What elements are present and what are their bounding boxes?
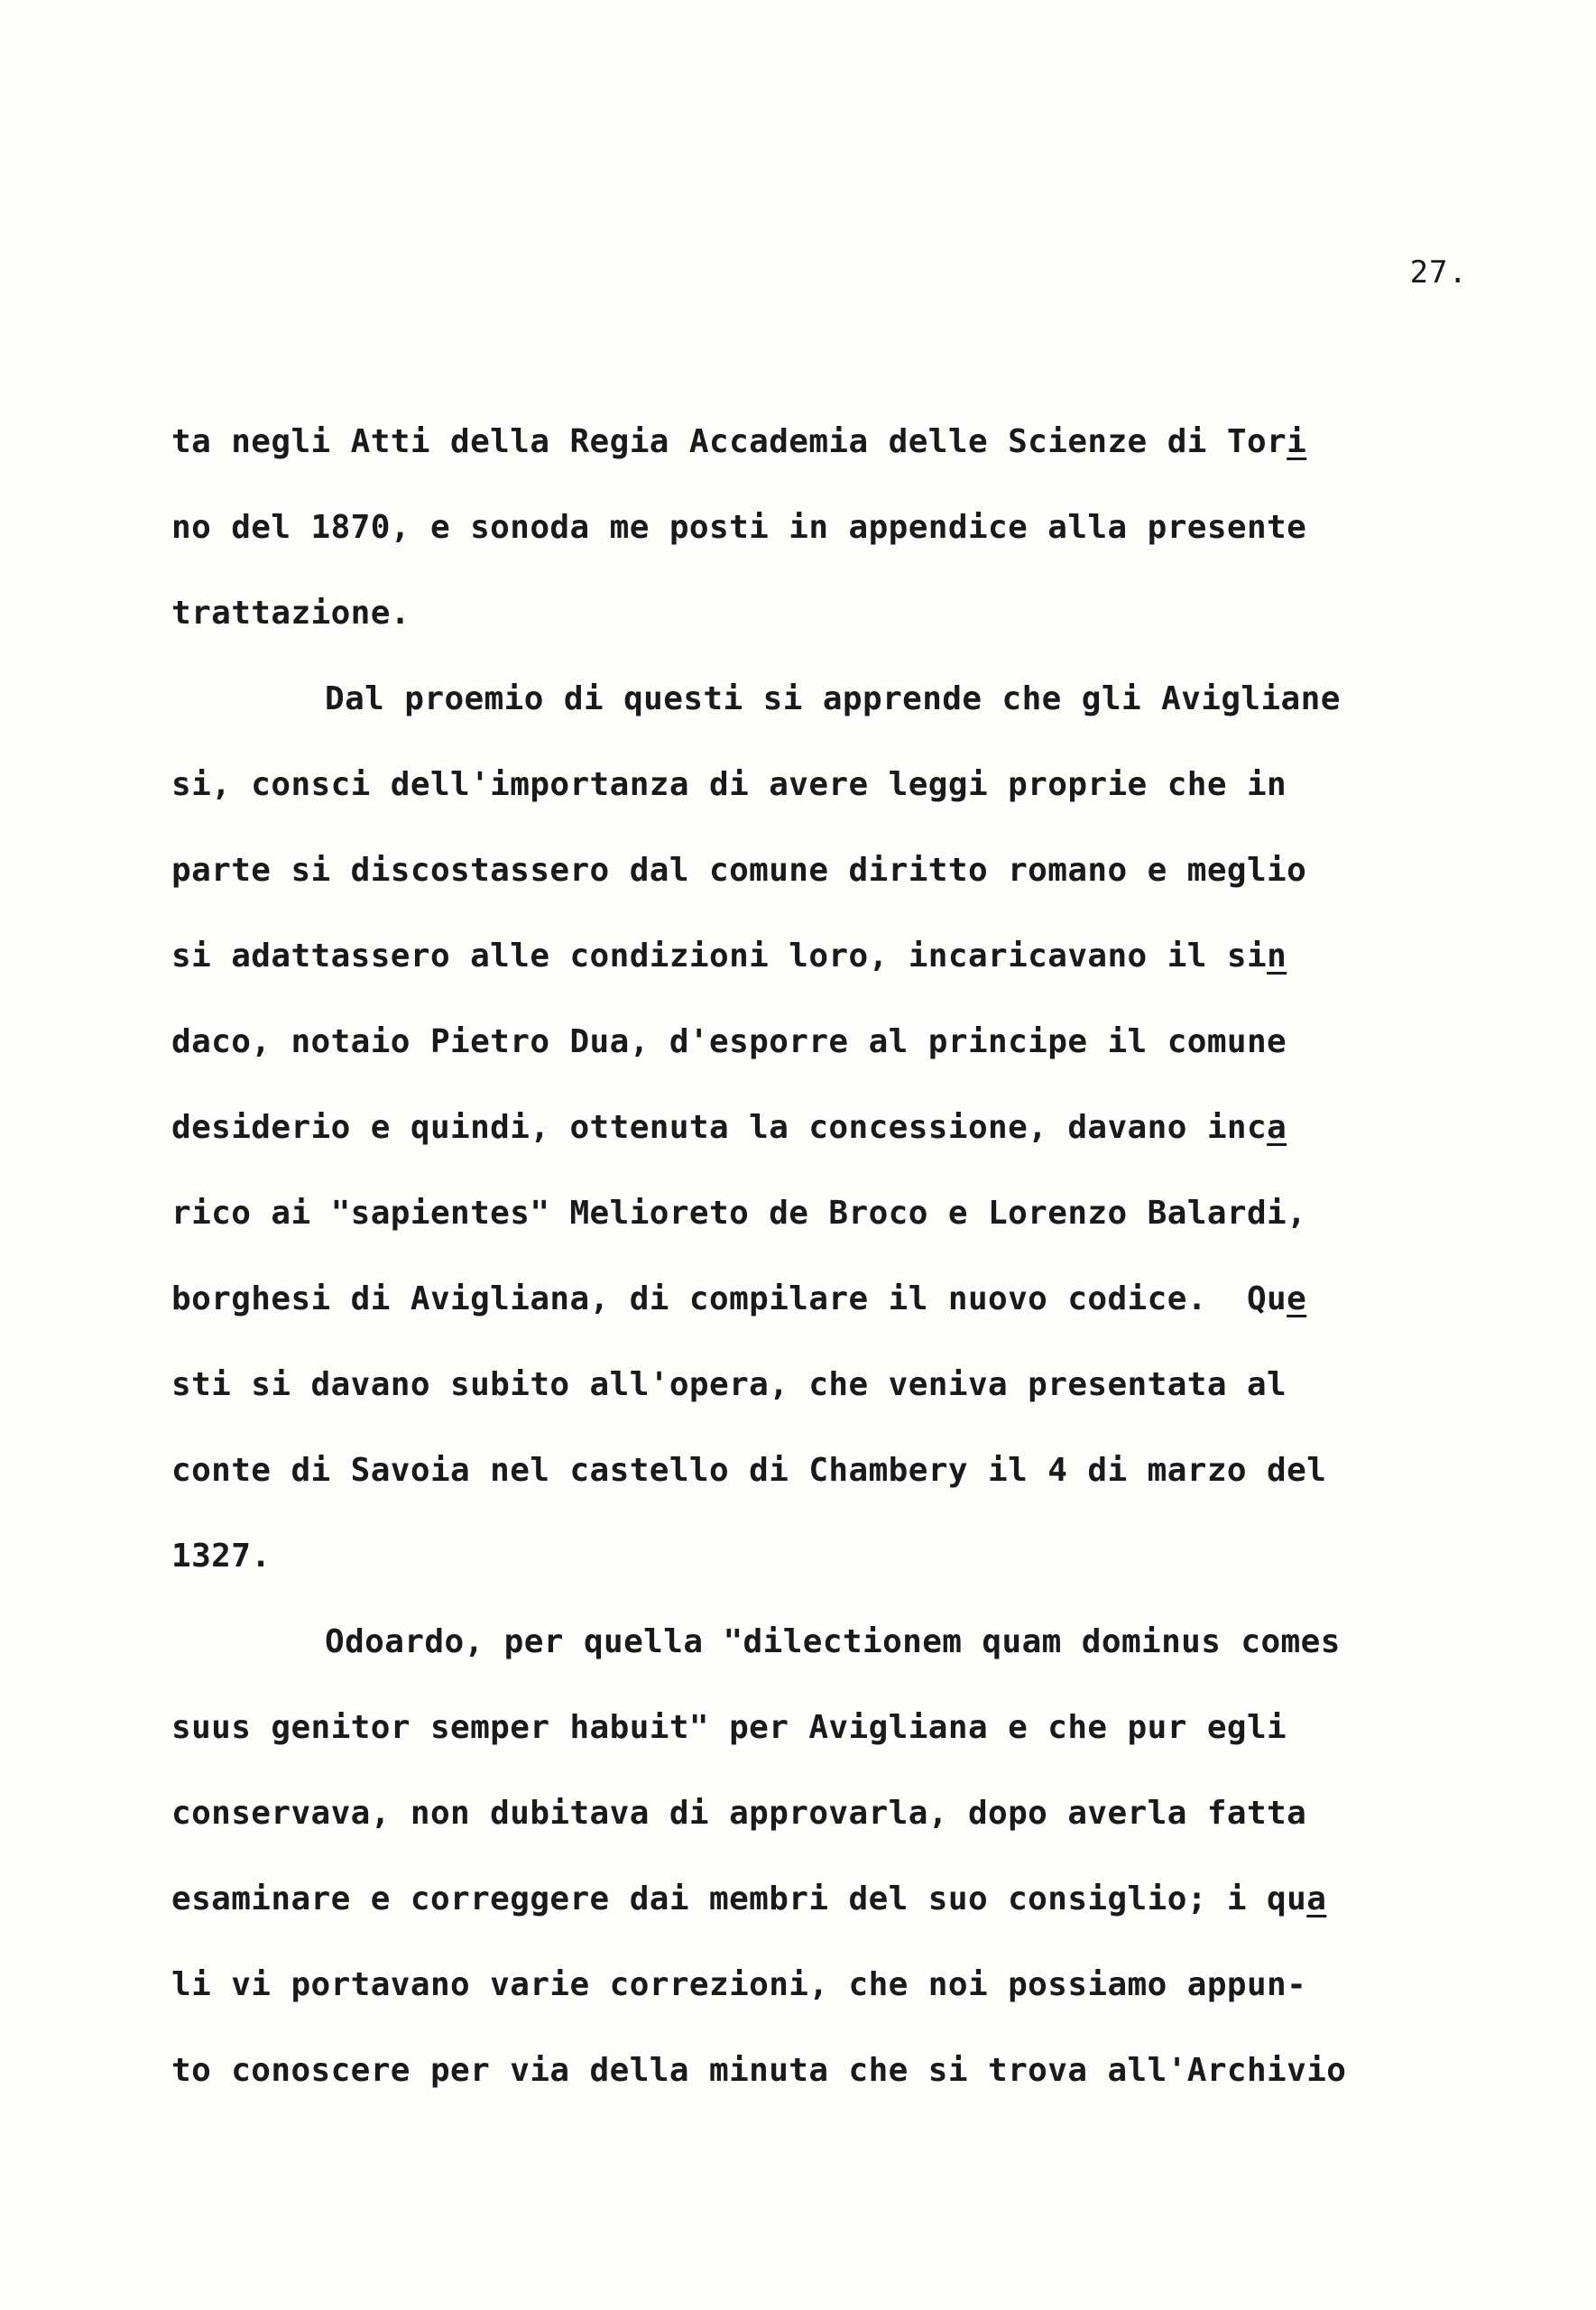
text-line: parte si discostassero dal comune diritto romano e meglio — [171, 852, 1307, 889]
text-line: borghesi di Avigliana, di compilare il nuovo codice. Que — [171, 1280, 1307, 1317]
text-line: trattazione. — [171, 595, 411, 632]
text-line: esaminare e correggere dai membri del suo consiglio; i qua — [171, 1880, 1327, 1917]
page-number: 27. — [1409, 254, 1468, 291]
text-line: desiderio e quindi, ottenuta la concessione, davano inca — [171, 1109, 1287, 1146]
text-line: suus genitor semper habuit" per Avigliana e che pur egli — [171, 1709, 1287, 1746]
text-line: daco, notaio Pietro Dua, d'esporre al principe il comune — [171, 1023, 1287, 1060]
text-line: conte di Savoia nel castello di Chambery il 4 di marzo del — [171, 1452, 1327, 1489]
paragraph-start-line: Odoardo, per quella "dilectionem quam dominus comes — [325, 1623, 1341, 1660]
text-line: 1327. — [171, 1538, 272, 1575]
text-line: rico ai "sapientes" Melioreto de Broco e Lorenzo Balardi, — [171, 1195, 1307, 1232]
text-line: sti si davano subito all'opera, che veniva presentata al — [171, 1366, 1287, 1403]
text-line: to conoscere per via della minuta che si trova all'Archivio — [171, 2052, 1347, 2089]
text-line: conservava, non dubitava di approvarla, dopo averla fatta — [171, 1795, 1307, 1832]
paragraph-start-line: Dal proemio di questi si apprende che gli Avigliane — [325, 680, 1341, 717]
text-line: li vi portavano varie correzioni, che noi possiamo appun- — [171, 1966, 1307, 2003]
text-line: si adattassero alle condizioni loro, incaricavano il sin — [171, 938, 1287, 975]
text-line: si, consci dell'importanza di avere leggi proprie che in — [171, 766, 1287, 803]
text-line: no del 1870, e sonoda me posti in appendice alla presente — [171, 509, 1307, 546]
body-text — [171, 420, 1480, 2135]
text-line: ta negli Atti della Regia Accademia delle Scienze di Tori — [171, 423, 1307, 460]
